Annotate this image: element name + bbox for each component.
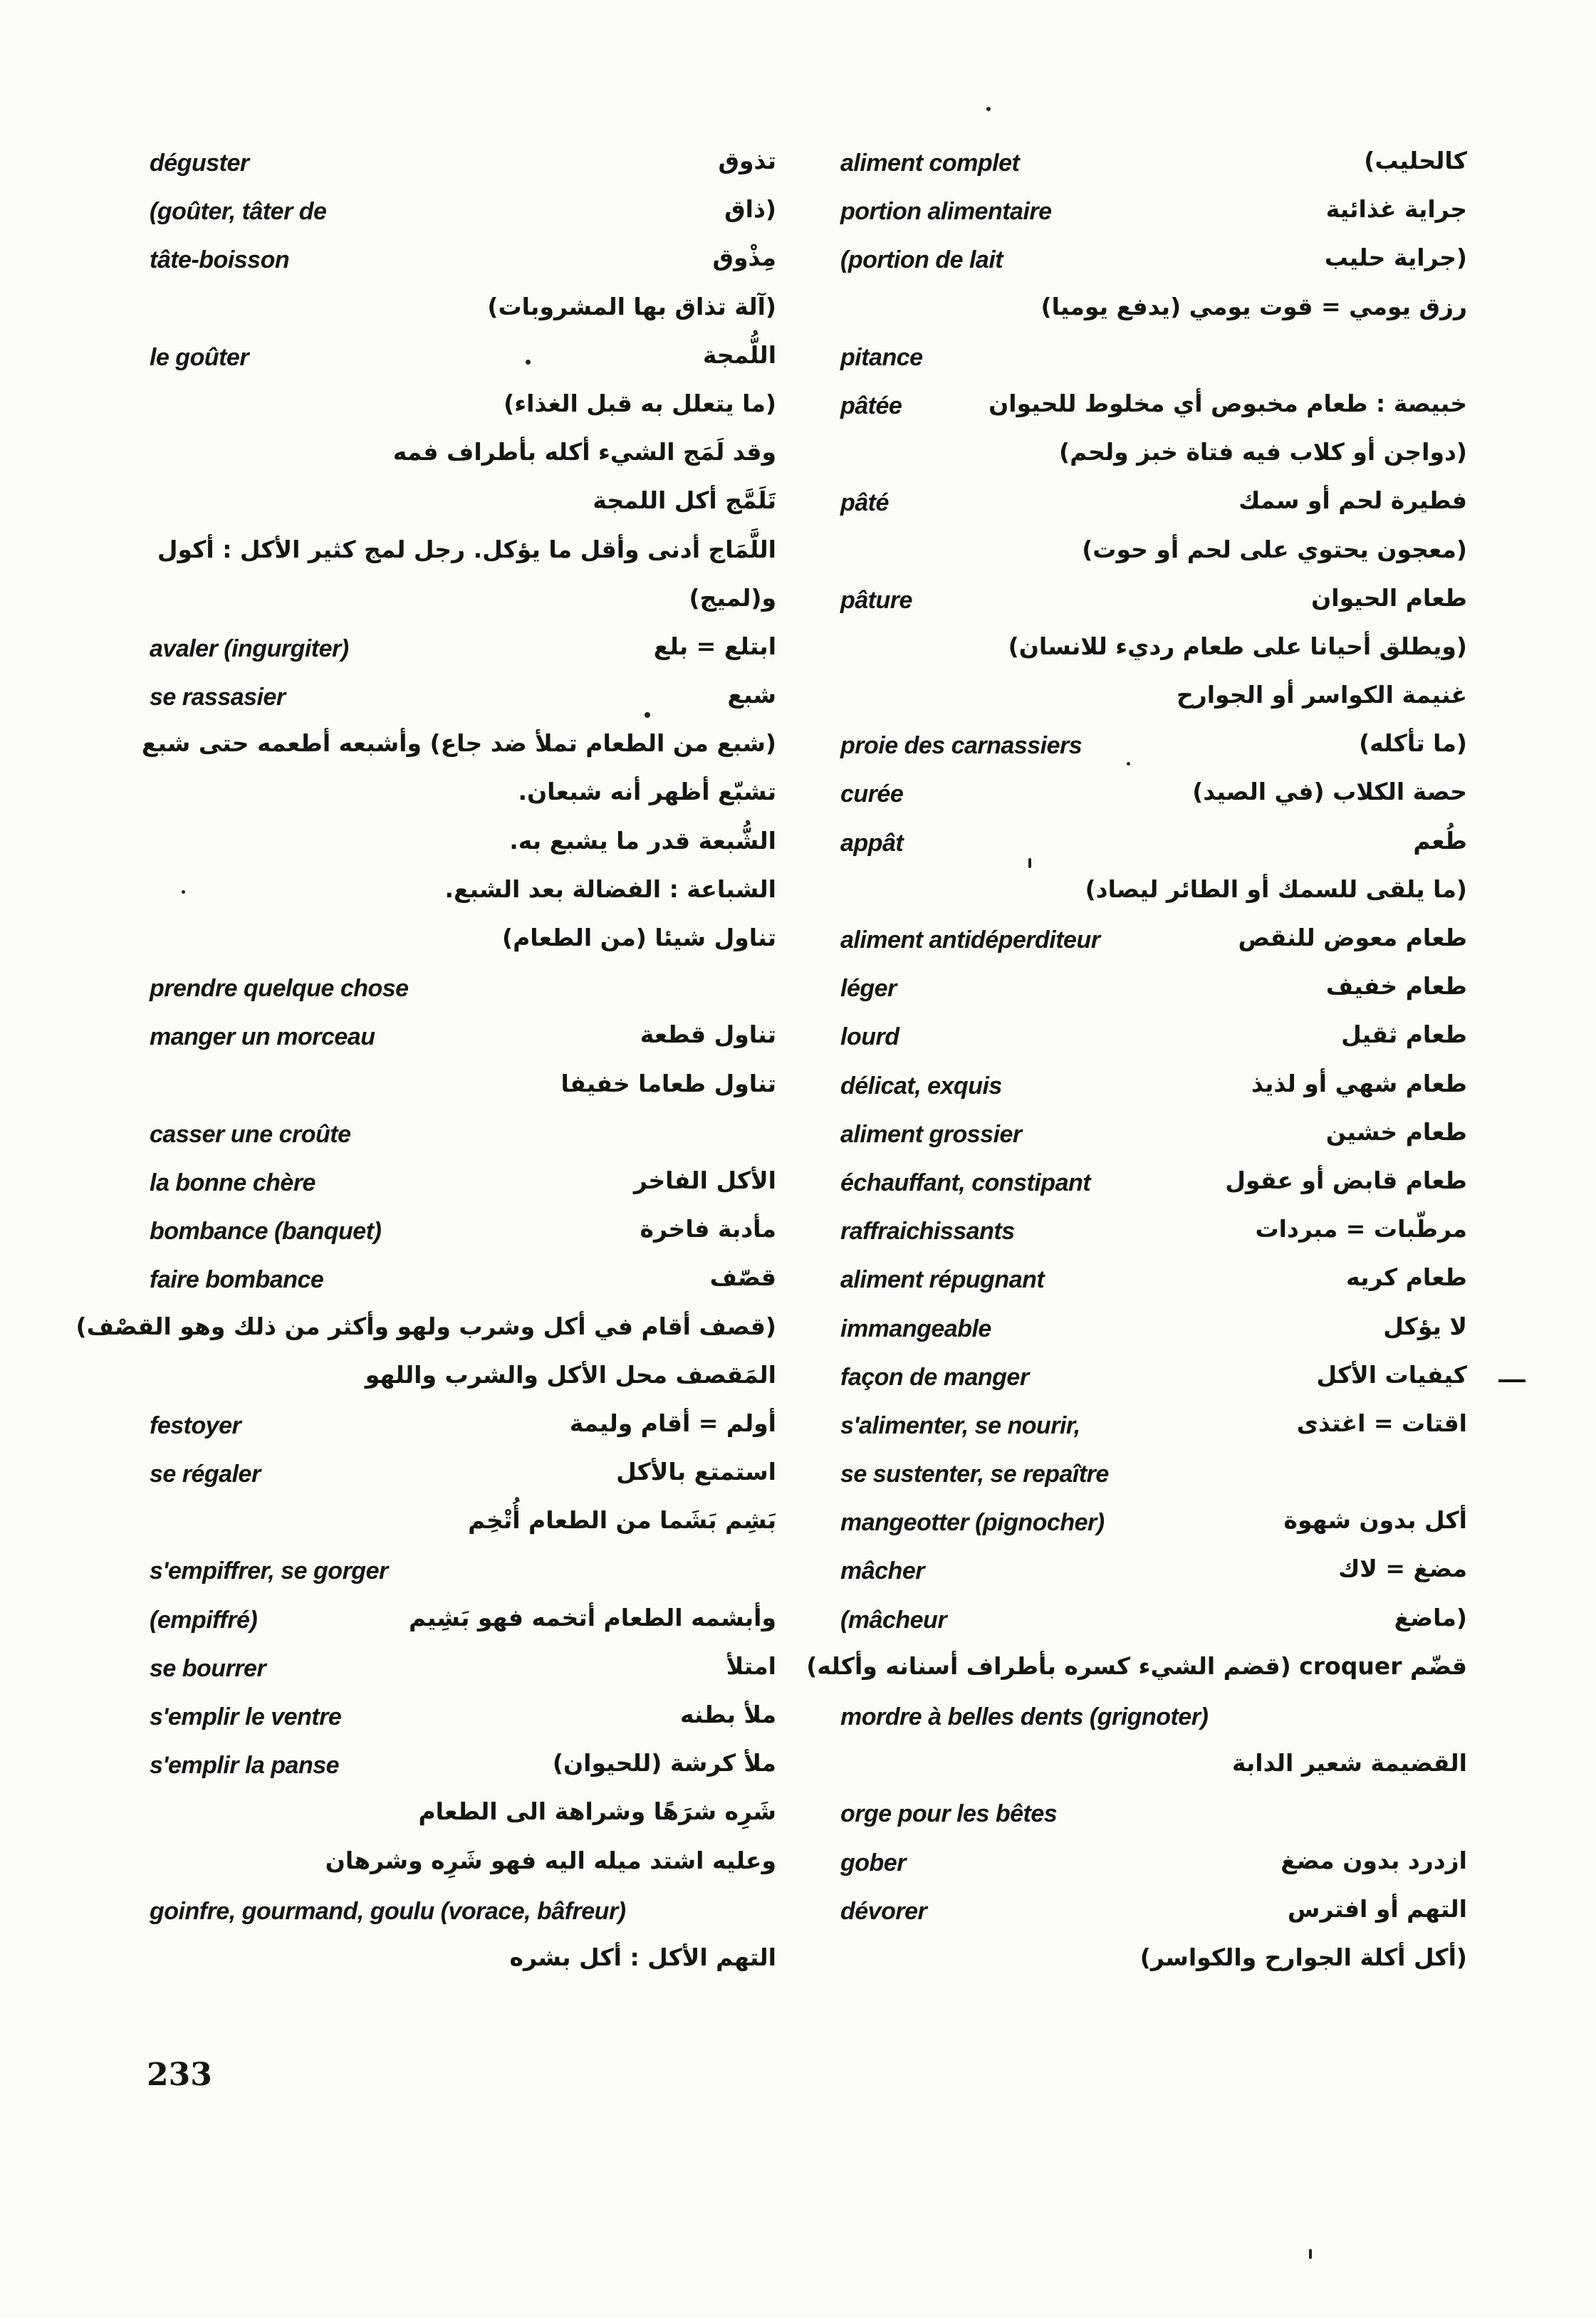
french-term: (empiffré) bbox=[150, 1606, 258, 1634]
dictionary-entry bbox=[806, 1648, 1467, 1696]
french-term: raffraichissants bbox=[840, 1218, 1015, 1246]
french-term: immangeable bbox=[840, 1315, 991, 1342]
arabic-term: (ما يتعلل به قبل الغذاء) bbox=[504, 389, 776, 417]
dictionary-entry bbox=[840, 142, 1467, 191]
dictionary-entry bbox=[840, 1696, 1467, 1745]
arabic-term: طعام شهي أو لذيذ bbox=[1251, 1069, 1467, 1097]
arabic-term: التهم أو افترس bbox=[1287, 1894, 1467, 1923]
arabic-term: خبيصة : طعام مخبوص أي مخلوط للحيوان bbox=[989, 389, 1467, 417]
dictionary-entry bbox=[840, 385, 1467, 434]
arabic-term: ازدرد بدون مضغ bbox=[1281, 1846, 1467, 1874]
arabic-term: طعام معوض للنقص bbox=[1238, 924, 1467, 951]
print-speck bbox=[645, 712, 650, 718]
dictionary-entry bbox=[840, 1745, 1467, 1793]
dictionary-entry bbox=[150, 823, 776, 871]
french-term: mâcher bbox=[840, 1557, 924, 1585]
dictionary-entry bbox=[150, 1211, 776, 1259]
print-speck bbox=[1127, 762, 1130, 766]
dictionary-entry bbox=[840, 677, 1467, 725]
dictionary-entry bbox=[150, 142, 776, 191]
french-term: (mâcheur bbox=[840, 1606, 947, 1634]
dictionary-entry bbox=[840, 1308, 1467, 1357]
arabic-term: رزق يومي = قوت يومي (يدفع يوميا) bbox=[1040, 292, 1467, 320]
dictionary-entry bbox=[150, 1405, 776, 1453]
print-speck bbox=[1028, 858, 1031, 868]
arabic-term: (قصف أقام في أكل وشرب ولهو وأكثر من ذلك وهو القصْف) bbox=[75, 1312, 776, 1340]
french-term: tâte-boisson bbox=[150, 246, 290, 274]
arabic-term: مرطّبات = مبردات bbox=[1255, 1215, 1467, 1243]
arabic-term: (معجون يحتوي على لحم أو حوت) bbox=[1082, 535, 1467, 563]
french-term: s'emplir le ventre bbox=[150, 1703, 342, 1730]
french-term: se bourrer bbox=[150, 1654, 266, 1682]
arabic-term: (ما تأكله) bbox=[1359, 729, 1467, 758]
french-term: aliment antidéperditeur bbox=[840, 926, 1100, 954]
dictionary-entry bbox=[150, 1259, 776, 1307]
dictionary-entry bbox=[840, 725, 1467, 773]
french-term: manger un morceau bbox=[150, 1023, 375, 1051]
arabic-term: (ماضغ bbox=[1394, 1603, 1467, 1632]
arabic-term: وقد لَمَج الشيء أكله بأطراف فمه bbox=[392, 438, 776, 466]
french-term: portion alimentaire bbox=[840, 198, 1052, 226]
dictionary-entry bbox=[150, 1793, 776, 1842]
french-term: appât bbox=[840, 829, 904, 857]
french-term: se rassasier bbox=[150, 684, 286, 711]
dictionary-entry bbox=[840, 628, 1467, 677]
arabic-term: وأبشمه الطعام أتخمه فهو بَشِيم bbox=[409, 1603, 776, 1632]
french-term: pâté bbox=[840, 489, 889, 517]
dictionary-entry bbox=[150, 1891, 776, 1939]
arabic-term: أكل بدون شهوة bbox=[1283, 1506, 1467, 1535]
dictionary-entry bbox=[150, 434, 776, 482]
arabic-term: أولم = أقام وليمة bbox=[569, 1409, 776, 1437]
arabic-term: طعام كريه bbox=[1346, 1263, 1467, 1292]
dictionary-entry bbox=[840, 191, 1467, 239]
dictionary-entry bbox=[840, 823, 1467, 871]
arabic-term: ابتلع = بلع bbox=[653, 632, 776, 660]
french-term: faire bombance bbox=[150, 1266, 324, 1294]
arabic-term: اللُّمجة bbox=[702, 340, 776, 369]
french-term: gober bbox=[840, 1849, 906, 1876]
arabic-term: استمتع بالأكل bbox=[616, 1458, 776, 1486]
arabic-term: تناول طعاما خفيفا bbox=[560, 1069, 776, 1097]
arabic-term: ملأ كرشة (للحيوان) bbox=[552, 1749, 776, 1777]
arabic-term: الشباعة : الفضالة بعد الشبع. bbox=[444, 875, 776, 903]
arabic-term: طعام خفيف bbox=[1325, 972, 1467, 1001]
dictionary-entry bbox=[840, 1891, 1467, 1939]
french-term: la bonne chère bbox=[150, 1169, 315, 1196]
french-term: aliment grossier bbox=[840, 1120, 1022, 1148]
dictionary-entry bbox=[840, 1502, 1467, 1550]
arabic-term: قصّف bbox=[709, 1263, 776, 1292]
dictionary-entry bbox=[150, 1502, 776, 1550]
french-term: dévorer bbox=[840, 1897, 927, 1925]
left-column bbox=[75, 142, 776, 1988]
dictionary-entry bbox=[840, 1114, 1467, 1162]
french-term: lourd bbox=[840, 1023, 899, 1051]
arabic-term: شَرِه شرَهًا وشراهة الى الطعام bbox=[418, 1797, 776, 1826]
dictionary-entry bbox=[150, 1696, 776, 1745]
dictionary-entry bbox=[840, 968, 1467, 1016]
right-column bbox=[806, 142, 1467, 1988]
arabic-term: الشُّبعة قدر ما يشبع به. bbox=[509, 826, 776, 855]
arabic-term: اللَّمَاج أدنى وأقل ما يؤكل. رجل لمج كثير الأكل : أكول bbox=[157, 535, 776, 563]
dictionary-entry bbox=[840, 482, 1467, 531]
french-term: aliment répugnant bbox=[840, 1266, 1045, 1294]
dictionary-entry bbox=[840, 919, 1467, 968]
arabic-term: (أكل أكلة الجوارح والكواسر) bbox=[1139, 1943, 1467, 1971]
french-term: s'alimenter, se nourir, bbox=[840, 1411, 1080, 1439]
dictionary-entry bbox=[150, 1842, 776, 1891]
arabic-term: ملأ بطنه bbox=[680, 1701, 776, 1728]
dictionary-entry bbox=[840, 1016, 1467, 1065]
dictionary-entry bbox=[150, 482, 776, 531]
print-speck bbox=[1309, 2249, 1312, 2259]
dictionary-entry bbox=[150, 239, 776, 288]
dictionary-entry bbox=[150, 337, 776, 385]
french-term: se sustenter, se repaître bbox=[840, 1461, 1109, 1488]
dictionary-entry bbox=[75, 1308, 776, 1357]
print-speck bbox=[526, 360, 531, 365]
french-term: délicat, exquis bbox=[840, 1072, 1002, 1100]
arabic-term: القضيمة شعير الدابة bbox=[1231, 1749, 1467, 1777]
dictionary-entry bbox=[150, 385, 776, 434]
arabic-term: امتلأ bbox=[726, 1651, 776, 1680]
dictionary-entry bbox=[150, 1939, 776, 1988]
dictionary-entry bbox=[840, 580, 1467, 628]
dictionary-entry bbox=[150, 288, 776, 337]
dictionary-entry bbox=[150, 1162, 776, 1211]
arabic-term: (جراية حليب bbox=[1324, 244, 1467, 272]
dictionary-entry bbox=[840, 1550, 1467, 1599]
dictionary-entry bbox=[150, 1599, 776, 1648]
french-term: façon de manger bbox=[840, 1363, 1029, 1391]
arabic-term: قضّم croquer (قضم الشيء كسره بأطراف أسنانه وأكله) bbox=[806, 1651, 1467, 1680]
dictionary-entry bbox=[150, 773, 776, 822]
dictionary-entry bbox=[150, 580, 776, 628]
arabic-term: مأدبة فاخرة bbox=[640, 1215, 776, 1243]
arabic-term: و(لميج) bbox=[689, 583, 776, 612]
french-term: pâture bbox=[840, 586, 912, 614]
french-term: bombance (banquet) bbox=[150, 1218, 382, 1246]
arabic-term: المَقصف محل الأكل والشرب واللهو bbox=[365, 1360, 776, 1389]
arabic-term: طعام الحيوان bbox=[1311, 583, 1467, 612]
french-term: proie des carnassiers bbox=[840, 732, 1083, 760]
arabic-term: مضغ = لاك bbox=[1338, 1555, 1467, 1583]
french-term: se régaler bbox=[150, 1461, 261, 1488]
arabic-term: الأكل الفاخر bbox=[633, 1166, 776, 1194]
print-speck bbox=[986, 107, 991, 111]
arabic-term: اقتات = اغتذى bbox=[1296, 1409, 1467, 1437]
dictionary-entry bbox=[141, 725, 776, 773]
french-term: déguster bbox=[150, 150, 249, 177]
arabic-term: غنيمة الكواسر أو الجوارح bbox=[1176, 681, 1467, 709]
french-term: mordre à belles dents (grignoter) bbox=[840, 1703, 1209, 1730]
french-term: festoyer bbox=[150, 1411, 241, 1439]
dictionary-entry bbox=[150, 1745, 776, 1793]
arabic-term: مِذْوق bbox=[712, 244, 776, 272]
dictionary-entry bbox=[840, 1453, 1467, 1502]
arabic-term: حصة الكلاب (في الصيد) bbox=[1192, 778, 1467, 806]
dictionary-entry bbox=[840, 871, 1467, 919]
french-term: casser une croûte bbox=[150, 1120, 351, 1148]
french-term: échauffant, constipant bbox=[840, 1169, 1091, 1196]
french-term: avaler (ingurgiter) bbox=[150, 635, 349, 662]
french-term: pâtée bbox=[840, 392, 902, 419]
dictionary-entry bbox=[840, 239, 1467, 288]
arabic-term: وعليه اشتد ميله اليه فهو شَرِه وشرهان bbox=[325, 1846, 776, 1874]
dictionary-entry bbox=[840, 1065, 1467, 1114]
arabic-term: (شبع من الطعام تملأ ضد جاع) وأشبعه أطعمه حتى شبع bbox=[141, 729, 776, 758]
arabic-term: طعام خشين bbox=[1325, 1117, 1467, 1146]
dictionary-entry bbox=[150, 1550, 776, 1599]
page-number: 233 bbox=[147, 2057, 212, 2093]
french-term: le goûter bbox=[150, 343, 249, 371]
dictionary-entry bbox=[840, 1405, 1467, 1453]
arabic-term: (آلة تذاق بها المشروبات) bbox=[487, 292, 776, 320]
dictionary-entry bbox=[150, 968, 776, 1016]
dictionary-entry bbox=[840, 1211, 1467, 1259]
french-term: s'empiffrer, se gorger bbox=[150, 1557, 388, 1585]
arabic-term: طعام ثقيل bbox=[1341, 1020, 1467, 1049]
french-term: s'emplir la panse bbox=[150, 1752, 340, 1780]
french-term: aliment complet bbox=[840, 150, 1020, 177]
dictionary-entry bbox=[840, 531, 1467, 580]
dictionary-entry bbox=[150, 919, 776, 968]
arabic-term: بَشِم بَشَما من الطعام أُتْخِم bbox=[468, 1506, 776, 1535]
dictionary-entry bbox=[840, 1599, 1467, 1648]
dictionary-entry bbox=[150, 1648, 776, 1696]
french-term: (portion de lait bbox=[840, 246, 1003, 274]
french-term: (goûter, tâter de bbox=[150, 198, 327, 226]
dictionary-entry bbox=[840, 434, 1467, 482]
french-term: léger bbox=[840, 975, 897, 1003]
french-term: prendre quelque chose bbox=[150, 975, 409, 1003]
dictionary-entry bbox=[840, 288, 1467, 337]
arabic-term: شبع bbox=[727, 681, 776, 709]
dictionary-entry bbox=[150, 1114, 776, 1162]
arabic-term: (ويطلق أحيانا على طعام رديء للانسان) bbox=[1008, 632, 1467, 660]
arabic-term: تذوق bbox=[718, 147, 776, 174]
french-term: mangeotter (pignocher) bbox=[840, 1509, 1105, 1537]
dictionary-entry bbox=[840, 1842, 1467, 1891]
dictionary-entry bbox=[840, 1357, 1467, 1405]
arabic-term: لا يؤكل bbox=[1383, 1312, 1467, 1340]
dictionary-entry bbox=[840, 1259, 1467, 1307]
french-term: curée bbox=[840, 781, 904, 808]
arabic-term: تناول قطعة bbox=[640, 1020, 776, 1049]
dictionary-entry bbox=[150, 871, 776, 919]
french-term: pitance bbox=[840, 343, 923, 371]
dictionary-entry bbox=[150, 628, 776, 677]
arabic-term: التهم الأكل : أكل بشره bbox=[509, 1943, 776, 1971]
dictionary-entry bbox=[840, 337, 1467, 385]
arabic-term: تشبّع أظهر أنه شبعان. bbox=[518, 778, 776, 806]
dictionary-entry bbox=[840, 1939, 1467, 1988]
arabic-term: طُعم bbox=[1413, 826, 1467, 855]
arabic-term: تناول شيئا (من الطعام) bbox=[502, 924, 776, 951]
french-term: orge pour les bêtes bbox=[840, 1800, 1058, 1828]
dictionary-entry bbox=[840, 773, 1467, 822]
arabic-term: (ذاق bbox=[724, 195, 776, 224]
dictionary-entry bbox=[150, 1453, 776, 1502]
arabic-term: كالحليب) bbox=[1364, 147, 1467, 174]
arabic-term: (ما يلقى للسمك أو الطائر ليصاد) bbox=[1085, 875, 1467, 903]
arabic-term: جراية غذائية bbox=[1325, 195, 1467, 224]
dictionary-entry bbox=[150, 531, 776, 580]
arabic-term: (دواجن أو كلاب فيه فتاة خبز ولحم) bbox=[1059, 438, 1467, 466]
dictionary-entry bbox=[150, 191, 776, 239]
dictionary-entry bbox=[150, 1357, 776, 1405]
print-speck bbox=[182, 890, 185, 894]
dictionary-entry bbox=[840, 1162, 1467, 1211]
arabic-term: تَلَمَّج أكل اللمجة bbox=[593, 486, 776, 515]
french-term: goinfre, gourmand, goulu (vorace, bâfreur) bbox=[150, 1897, 626, 1925]
dictionary-entry bbox=[150, 1065, 776, 1114]
section-heading-arabic: كيفيات الأكل bbox=[1316, 1360, 1467, 1389]
arabic-term: طعام قابض أو عقول bbox=[1225, 1166, 1467, 1194]
dictionary-entry bbox=[150, 1016, 776, 1065]
arabic-term: فطيرة لحم أو سمك bbox=[1238, 486, 1467, 515]
dictionary-entry bbox=[840, 1793, 1467, 1842]
dictionary-entry bbox=[150, 677, 776, 725]
